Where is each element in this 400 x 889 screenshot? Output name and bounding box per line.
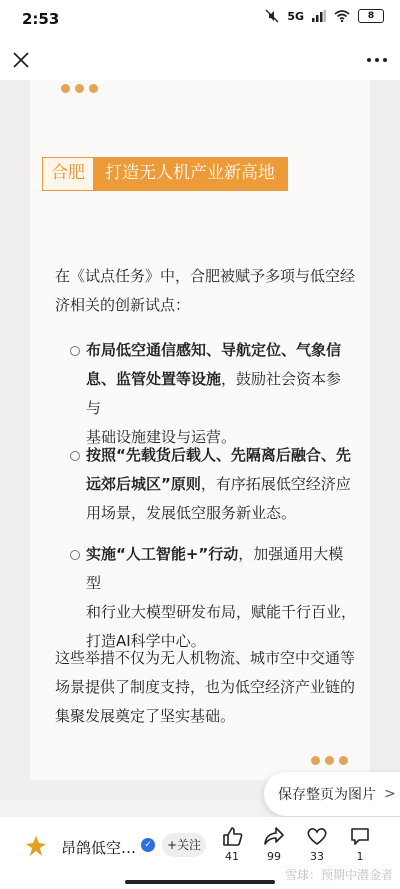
follow-button[interactable]: +关注: [162, 833, 206, 857]
share-count: 99: [267, 850, 281, 863]
bullet-line: [86, 470, 356, 499]
heart-icon: [306, 825, 328, 847]
comment-button[interactable]: [342, 825, 378, 863]
more-button[interactable]: [364, 48, 390, 72]
mute-icon: [265, 9, 279, 23]
text: 基础设施建设与运营。: [86, 428, 237, 446]
close-button[interactable]: [8, 46, 36, 74]
bold-text: 远郊后城区”原则: [86, 475, 201, 493]
favorite-count: 33: [310, 850, 324, 863]
comment-count: 1: [356, 850, 364, 863]
decor-dots-bottom: [311, 756, 348, 765]
network-label: 5G: [287, 9, 304, 23]
status-time: 2:53: [22, 10, 60, 28]
bullet-marker: [70, 346, 80, 356]
share-icon: [263, 825, 285, 847]
outro-line: 场景提供了制度支持，也为低空经济产业链的: [55, 678, 356, 696]
signal-icon: [312, 10, 326, 22]
status-icons: [265, 9, 384, 23]
bullet-line: [86, 598, 356, 627]
bold-text: 按照“先载货后载人、先隔离后融合、先: [86, 446, 351, 464]
bullet-item-3: [86, 540, 356, 656]
decor-dots-top: [61, 84, 98, 93]
save-page-as-image-button[interactable]: [264, 772, 400, 816]
thumbs-up-icon: [221, 825, 243, 847]
outro-line: 这些举措不仅为无人机物流、城市空中交通等: [55, 649, 356, 667]
title-city: 合肥: [43, 158, 93, 190]
author-logo[interactable]: [24, 834, 48, 858]
text: 和行业大模型研发布局，赋能千行百业，: [86, 603, 357, 621]
title-main: 打造无人机产业新高地: [93, 158, 287, 190]
favorite-button[interactable]: [299, 825, 335, 863]
home-indicator: [125, 880, 275, 884]
save-button-label: 保存整页为图片: [278, 787, 376, 803]
bullet-line: [86, 499, 356, 528]
chevron-right-icon: >: [384, 786, 396, 802]
author-name[interactable]: 昂鸽低空…: [61, 839, 137, 857]
text: ，鼓励社会资本参与: [86, 370, 342, 417]
intro-line: 在《试点任务》中，合肥被赋予多项与低空经: [55, 267, 356, 285]
battery-icon: 8: [358, 9, 384, 23]
outro-paragraph: [55, 644, 360, 731]
verified-icon: ✓: [141, 838, 155, 852]
text: 用场景，发展低空服务新业态。: [86, 504, 297, 522]
like-count: 41: [225, 850, 239, 863]
bold-text: 实施“人工智能+”行动: [86, 545, 239, 563]
text: ，加强通用大模型: [86, 545, 344, 592]
bullet-line: [86, 365, 356, 423]
more-icon: [364, 48, 390, 72]
comment-icon: [349, 825, 371, 847]
watermark: 雪球：预期中潜金者: [285, 868, 394, 882]
outro-line: 集聚发展奠定了坚实基础。: [55, 707, 236, 725]
bullet-item-2: [86, 441, 356, 528]
bullet-marker: [70, 550, 80, 560]
bold-text: 息、监管处置等设施: [86, 370, 222, 388]
text: ，有序拓展低空经济应: [200, 475, 351, 493]
text: 打造AI科学中心。: [86, 632, 206, 650]
status-bar: [0, 0, 400, 40]
share-button[interactable]: [256, 825, 292, 863]
intro-paragraph: [55, 262, 360, 320]
top-bar: [0, 40, 400, 80]
like-button[interactable]: [214, 825, 250, 863]
section-title: [42, 157, 288, 191]
wifi-icon: [334, 10, 350, 22]
intro-line: 济相关的创新试点：: [55, 296, 191, 314]
bullet-line: [86, 336, 356, 365]
close-icon: [8, 46, 36, 74]
bold-text: 布局低空通信感知、导航定位、气象信: [86, 341, 342, 359]
bullet-marker: [70, 451, 80, 461]
bullet-item-1: [86, 336, 356, 452]
bullet-line: [86, 540, 356, 598]
bullet-line: [86, 441, 356, 470]
